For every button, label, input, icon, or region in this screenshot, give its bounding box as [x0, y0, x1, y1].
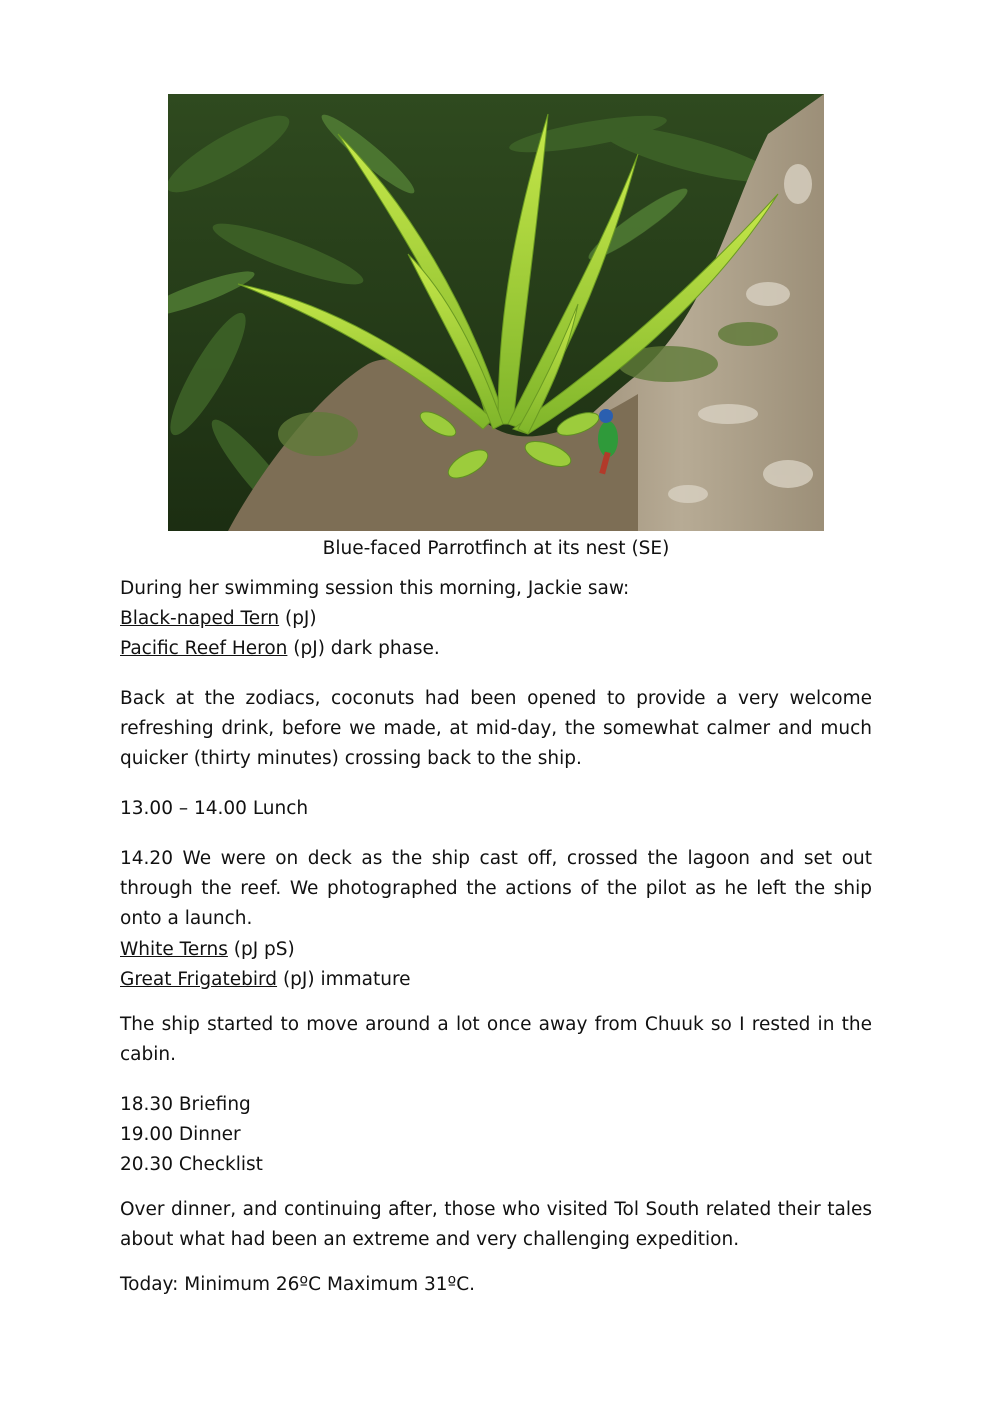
- species-link: White Terns: [120, 939, 228, 960]
- schedule-checklist: 20.30 Checklist: [120, 1154, 263, 1175]
- sighting-note: (pJ) immature: [277, 969, 411, 990]
- sighting-pacific-reef-heron: [120, 634, 872, 664]
- photo-caption: Blue-faced Parrotfinch at its nest (SE): [322, 538, 670, 559]
- sighting-note: (pJ) dark phase.: [287, 638, 440, 659]
- sighting-note: (pJ pS): [227, 939, 295, 960]
- departure-paragraph: 14.20 We were on deck as the ship cast off, crossed the lagoon and set out through the reef. We photographed the actions of the pilot as he left the ship onto a launch.: [120, 848, 872, 929]
- sighting-great-frigatebird: [120, 965, 872, 995]
- weather-line: Today: Minimum 26ºC Maximum 31ºC.: [120, 1274, 476, 1295]
- zodiacs-paragraph: Back at the zodiacs, coconuts had been opened to provide a very welcome refreshing drink, before we made, at mid-day, the somewhat calmer and much quicker (thirty minutes) crossing back to the ship.: [120, 688, 872, 769]
- sighting-white-terns: [120, 935, 872, 965]
- cabin-paragraph: The ship started to move around a lot once away from Chuuk so I rested in the cabin.: [120, 1014, 872, 1065]
- schedule-briefing: 18.30 Briefing: [120, 1094, 251, 1115]
- sighting-note: (pJ): [279, 608, 317, 629]
- schedule-dinner: 19.00 Dinner: [120, 1124, 241, 1145]
- lunch-line: 13.00 – 14.00 Lunch: [120, 798, 309, 819]
- species-link: Black-naped Tern: [120, 608, 280, 629]
- sighting-black-naped-tern: [120, 604, 872, 634]
- dinner-paragraph: Over dinner, and continuing after, those who visited Tol South related their tales about what had been an extreme and very challenging expedition.: [120, 1199, 872, 1250]
- species-link: Pacific Reef Heron: [120, 638, 288, 659]
- species-link: Great Frigatebird: [120, 969, 278, 990]
- parrotfinch-photo: [168, 94, 824, 531]
- swim-intro: During her swimming session this morning, Jackie saw:: [120, 578, 630, 599]
